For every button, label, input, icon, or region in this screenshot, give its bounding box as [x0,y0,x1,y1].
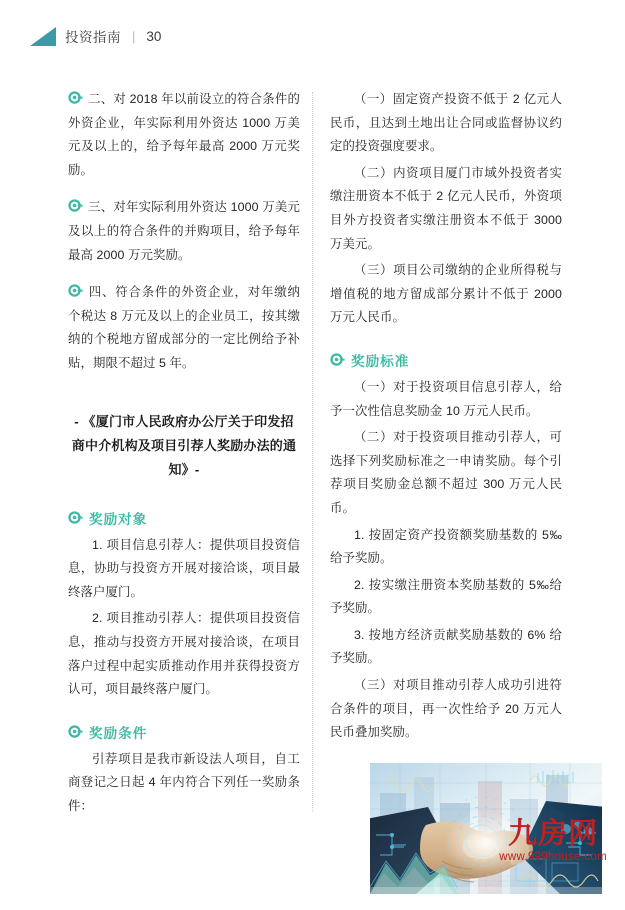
circle-arrow-bullet-icon [68,510,83,525]
watermark-url: www.999house.com [499,851,607,863]
paragraph: （二）内资项目厦门市域外投资者实缴注册资本不低于 2 亿元人民币，外资项目外方投资者实缴注册资本不低于 3000 万美元。 [330,165,562,251]
right-column [330,88,562,910]
watermark [499,816,607,863]
circle-arrow-bullet-icon [330,352,345,367]
paragraph: 2. 按实缴注册资本奖励基数的 5‰给予奖励。 [330,577,562,616]
page-header [30,26,161,46]
bullet-item [68,88,300,182]
bullet-item [68,196,300,267]
document-title: - 《厦门市人民政府办公厅关于印发招商中介机构及项目引荐人奖励办法的通知》- [71,413,297,477]
section-heading-award-condition [68,722,300,742]
column-divider [312,92,314,812]
section-heading-label: 奖励条件 [89,725,148,741]
page-title: 投资指南 [65,30,121,45]
bullet-item-text: 三、对年实际利用外资达 1000 万美元及以上的符合条件的并购项目，给予每年最高 2000 万元奖励。 [68,200,300,262]
paragraph: 1. 按固定资产投资额奖励基数的 5‰ 给予奖励。 [330,527,562,566]
header-separator: | [132,28,136,44]
header-triangle-icon [30,27,56,46]
paragraph: （三）对项目推动引荐人成功引进符合条件的项目，再一次性给予 20 万元人民币叠加奖励。 [330,678,562,740]
bullet-item [68,281,300,375]
circle-arrow-bullet-icon [68,724,83,739]
page-columns [0,88,625,828]
paragraph: 1. 项目信息引荐人：提供项目投资信息，协助与投资方开展对接洽谈，项目最终落户厦门。 [68,537,300,599]
circle-arrow-bullet-icon [68,198,83,213]
paragraph: （二）对于投资项目推动引荐人，可选择下列奖励标准之一申请奖励。每个引荐项目奖励金总额不超过 300 万元人民币。 [330,430,562,515]
paragraph: （一）固定资产投资不低于 2 亿元人民币，且达到土地出让合同或监督协议约定的投资强度要求。 [330,92,562,154]
bullet-item-text: 四、符合条件的外资企业，对年缴纳个税达 8 万元及以上的企业员工，按其缴纳的个税地方留成部分的一定比例给予补贴，期限不超过 5 年。 [68,285,300,370]
circle-arrow-bullet-icon [68,283,83,298]
paragraph: 2. 项目推动引荐人：提供项目投资信息，推动与投资方开展对接洽谈，在项目落户过程中起实质推动作用并获得投资方认可，项目最终落户厦门。 [68,611,300,697]
paragraph: （三）项目公司缴纳的企业所得税与增值税的地方留成部分累计不低于 2000 万元人民币。 [330,263,562,325]
paragraph: 引荐项目是我市新设法人项目，自工商登记之日起 4 年内符合下列任一奖励条件： [68,751,300,813]
section-heading-award-target [68,508,300,528]
section-heading-label: 奖励标准 [351,353,410,369]
watermark-brand: 九房网 [508,816,599,850]
section-heading-award-standard [330,350,562,370]
paragraph: 3. 按地方经济贡献奖励基数的 6% 给予奖励。 [330,627,562,666]
bullet-item-text: 二、对 2018 年以前设立的符合条件的外资企业，年实际利用外资达 1000 万美元及以上的，给予每年最高 2000 万元奖励。 [68,92,300,177]
page-number: 30 [146,28,162,44]
section-heading-label: 奖励对象 [89,511,148,527]
left-column [68,88,300,821]
paragraph: （一）对于投资项目信息引荐人，给予一次性信息奖励金 10 万元人民币。 [330,379,562,418]
circle-arrow-bullet-icon [68,90,83,105]
